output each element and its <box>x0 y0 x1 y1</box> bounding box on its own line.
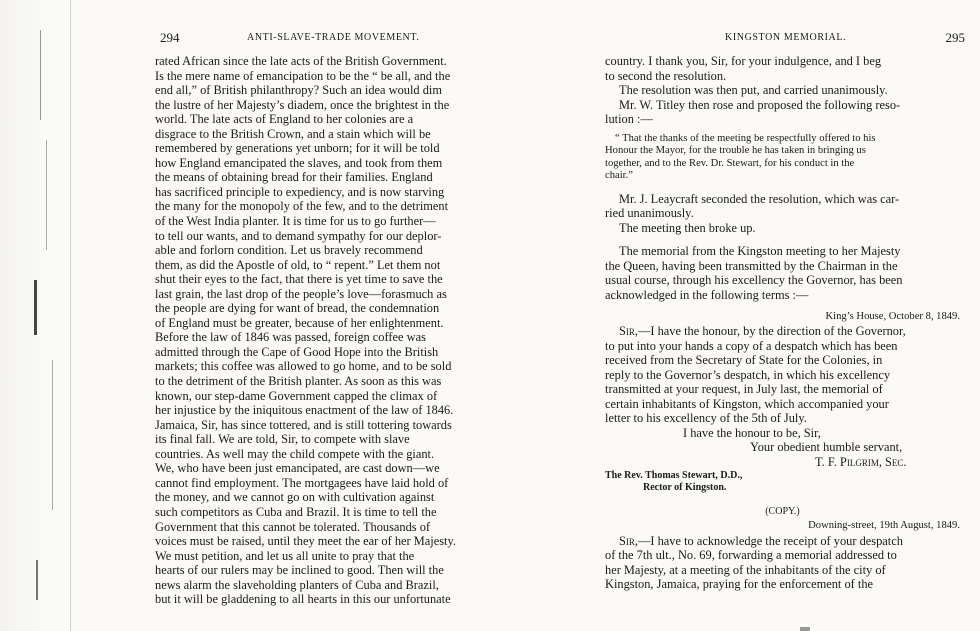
text-line: countries. As well may the child compete with the giant. <box>155 446 435 461</box>
letter-first-line <box>605 324 960 339</box>
signature: T. F. Pilgrim, Sec. <box>815 455 907 470</box>
text-line: her injustice by the iniquitous enactment of the law of 1846. <box>155 403 454 418</box>
text-line: voices must be raised, until they meet the ear of her Majesty. <box>155 534 456 549</box>
text-line: admitted through the Cape of Good Hope into the British <box>155 344 439 359</box>
text-line: Kingston, Jamaica, praying for the enforcement of the <box>605 577 874 592</box>
text-line: able and forlorn condition. Let us bravely recommend <box>155 243 423 258</box>
right-page <box>605 0 965 631</box>
gutter-scan-mark <box>52 360 53 510</box>
text-line: the Queen, having been transmitted by the Chairman in the <box>605 258 898 273</box>
text-line: Jamaica, Sir, has since tottered, and is still tottering towards <box>155 417 452 432</box>
text-line: Government that this cannot be tolerated. Thousands of <box>155 519 431 534</box>
copy-label: (COPY.) <box>765 505 800 517</box>
text-line: transmitted at your request, in July last, the memorial of <box>605 382 883 397</box>
quoted-resolution <box>605 133 960 183</box>
text-line: Before the law of 1846 was passed, foreign coffee was <box>155 330 426 345</box>
text-line: Mr. W. Titley then rose and proposed the following reso- <box>619 97 901 112</box>
text-line: cannot find employment. The mortgagees have laid hold of <box>155 475 449 490</box>
gutter-scan-mark <box>36 560 38 600</box>
gutter-scan-mark <box>40 30 41 120</box>
paragraph: The meeting then broke up. <box>619 220 756 235</box>
text-line: The memorial from the Kingston meeting to her Majesty <box>619 244 901 259</box>
addressee-title: Rector of Kingston. <box>643 482 727 494</box>
text-line: country. I thank you, Sir, for your indulgence, and I beg <box>605 54 882 68</box>
left-page-header <box>155 30 525 46</box>
left-page-body <box>155 54 525 607</box>
letter-closing: I have the honour to be, Sir, <box>683 425 821 440</box>
addressee: The Rev. Thomas Stewart, D.D., <box>605 469 743 481</box>
text-line: how England emancipated the slaves, and took from them <box>155 155 443 170</box>
scan-artifact <box>800 627 810 631</box>
salutation: Sir, <box>619 533 638 548</box>
text-line: the many for the monopoly of the few, and to the detriment <box>155 199 449 214</box>
running-title: KINGSTON MEMORIAL. <box>725 32 847 43</box>
text-line: letter to his excellency of the 5th of July. <box>605 411 807 426</box>
text-line: reply to the Governor’s despatch, in which his excellency <box>605 367 891 382</box>
text-line: last grain, the last drop of the people’s love—forasmuch as <box>155 286 447 301</box>
text-line: news alarm the slaveholding planters of Cuba and Brazil, <box>155 577 439 592</box>
book-gutter <box>0 0 80 631</box>
text-line: to tell our wants, and to demand sympathy for our deplor- <box>155 228 442 243</box>
text-line: of the West India planter. It is time for us to go further— <box>155 214 436 229</box>
text-line: such competitors as Cuba and Brazil. It is time to tell the <box>155 504 437 519</box>
text-line: to the detriment of the British planter. As soon as this was <box>155 374 442 389</box>
text-line: the lustre of her Majesty’s diadem, once the brightest in the <box>155 97 450 112</box>
letter-date: Downing-street, 19th August, 1849. <box>808 520 960 532</box>
text-line: the people are dying for want of bread, the condemnation <box>155 301 440 316</box>
text-line: ried unanimously. <box>605 206 694 221</box>
right-page-body <box>605 54 960 592</box>
quote-line: Honour the Mayor, for the trouble he has taken in bringing us <box>605 145 866 157</box>
text-line: Is the mere name of emancipation to be the “ be all, and the <box>155 68 451 83</box>
letter-first-line <box>605 534 960 549</box>
letter-closing: Your obedient humble servant, <box>750 440 903 455</box>
text-line: shut their eyes to the fact, that there is yet time to save the <box>155 272 443 287</box>
text-line: Mr. J. Leaycraft seconded the resolution, which was car- <box>619 191 900 206</box>
text-line: lution :— <box>605 112 653 127</box>
text-line: known, our step-dame Government capped the climax of <box>155 388 438 403</box>
text-line: hearts of our rulers may be inclined to good. Then will the <box>155 563 444 578</box>
text-line: of England must be greater, because of her enlightenment. <box>155 315 444 330</box>
text-line: to second the resolution. <box>605 68 727 83</box>
text-line: markets; this coffee was allowed to go home, and to be sold <box>155 359 452 374</box>
text-line: has sacrificed principle to expediency, and is now starving <box>155 184 445 199</box>
text-line: to put into your hands a copy of a despatch which has been <box>605 338 898 353</box>
page-number: 295 <box>945 30 965 45</box>
text-line: usual course, through his excellency the Governor, has been <box>605 273 903 288</box>
text-line: We, who have been just emancipated, are cast down—we <box>155 461 440 476</box>
quote-line: “ That the thanks of the meeting be respectfully offered to his <box>615 132 876 144</box>
text-line: the money, and we cannot go on with cultivation against <box>155 490 435 505</box>
text-line: received from the Secretary of State for the Colonies, in <box>605 353 883 368</box>
text-line: We must petition, and let us all unite to pray that the <box>155 548 415 563</box>
letter-text: —I have to acknowledge the receipt of your despatch <box>638 533 903 548</box>
text-line: remembered by generations yet unborn; for it will be told <box>155 141 440 156</box>
text-line: of the 7th ult., No. 69, forwarding a memorial addressed to <box>605 548 897 563</box>
text-line: acknowledged in the following terms :— <box>605 288 809 303</box>
letter-date: King’s House, October 8, 1849. <box>825 310 960 322</box>
gutter-scan-mark <box>46 140 47 250</box>
text-line: disgrace to the British Crown, and a stain which will be <box>155 126 431 141</box>
gutter-scan-mark <box>70 0 71 631</box>
text-line: the means of obtaining bread for their families. England <box>155 170 433 185</box>
text-line: but it will be gladdening to all hearts in this our unfortunate <box>155 592 451 607</box>
quote-line: together, and to the Rev. Dr. Stewart, for his conduct in the <box>605 157 855 169</box>
left-page <box>155 0 525 631</box>
quote-line: chair.” <box>605 170 633 182</box>
salutation: Sir, <box>619 324 638 339</box>
text-line: world. The late acts of England to her colonies are a <box>155 112 414 127</box>
paragraph: The resolution was then put, and carried unanimously. <box>619 83 888 98</box>
text-line: its final fall. We are told, Sir, to compete with slave <box>155 432 410 447</box>
gutter-scan-mark <box>34 280 37 335</box>
running-title: ANTI-SLAVE-TRADE MOVEMENT. <box>247 32 420 43</box>
text-line: rated African since the late acts of the British Government. <box>155 54 447 68</box>
right-page-header <box>605 30 965 46</box>
letter-text: —I have the honour, by the direction of the Governor, <box>638 324 906 339</box>
text-line: end all,” of British philanthropy? Such an idea would dim <box>155 83 442 98</box>
text-line: them, as did the Apostle of old, to “ repent.” Let them not <box>155 257 441 272</box>
page-number: 294 <box>160 30 180 45</box>
text-line: certain inhabitants of Kingston, which accompanied your <box>605 396 889 411</box>
text-line: her Majesty, at a meeting of the inhabitants of the city of <box>605 562 886 577</box>
